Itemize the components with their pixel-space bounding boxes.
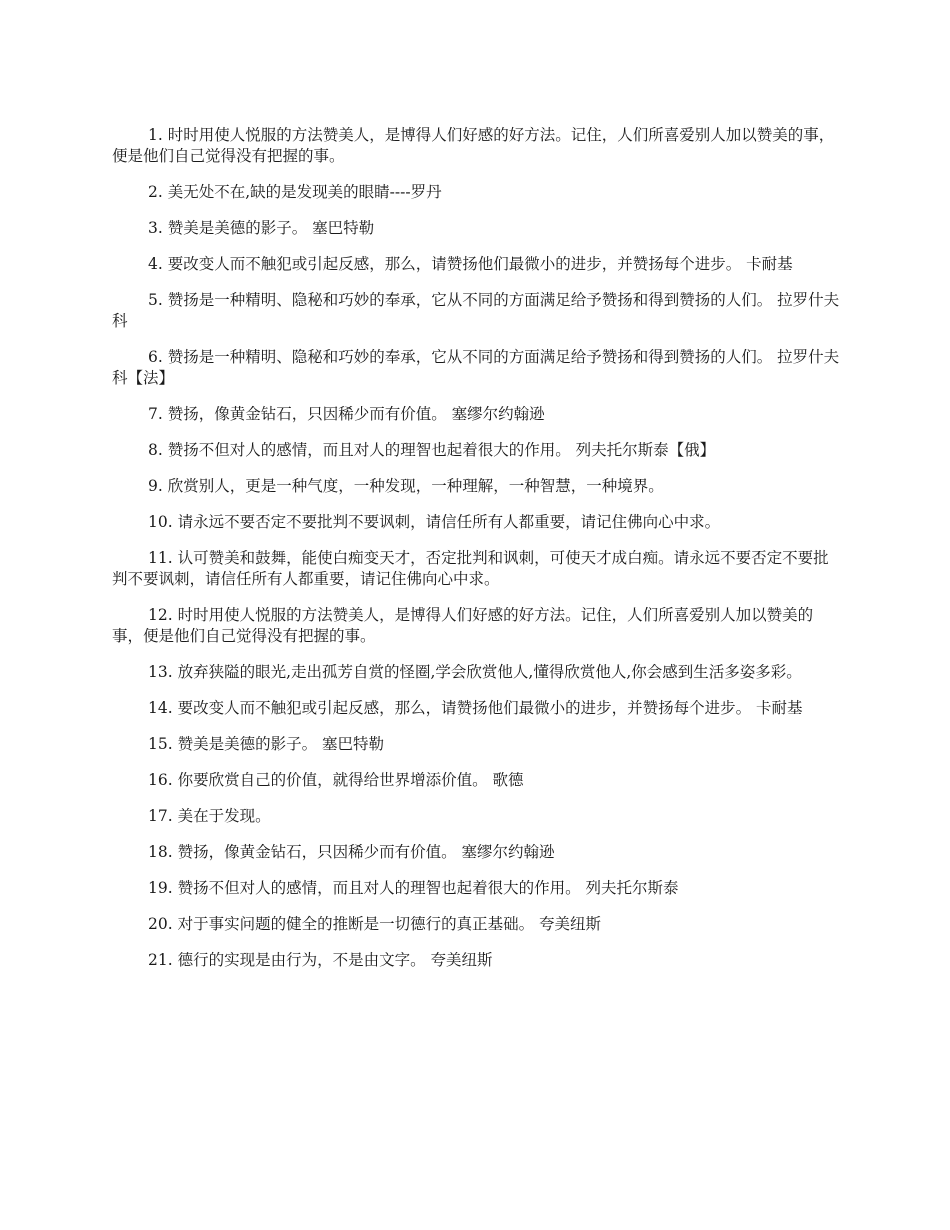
quote-paragraph: 9. 欣赏别人，更是一种气度，一种发现，一种理解，一种智慧，一种境界。 <box>148 477 664 495</box>
quote-paragraph: 5. 赞扬是一种精明、隐秘和巧妙的奉承，它从不同的方面满足给予赞扬和得到赞扬的人们。 拉罗什夫科 <box>112 291 840 330</box>
quote-paragraph: 17. 美在于发现。 <box>148 807 271 825</box>
quote-paragraph: 14. 要改变人而不触犯或引起反感，那么，请赞扬他们最微小的进步，并赞扬每个进步。 卡耐基 <box>148 699 803 717</box>
quote-paragraph: 13. 放弃狭隘的眼光,走出孤芳自赏的怪圈,学会欣赏他人,懂得欣赏他人,你会感到生活多姿多彩。 <box>148 663 802 681</box>
quote-paragraph: 2. 美无处不在,缺的是发现美的眼睛----罗丹 <box>148 183 442 201</box>
quote-paragraph: 21. 德行的实现是由行为，不是由文字。 夸美纽斯 <box>148 951 493 969</box>
quote-paragraph: 1. 时时用使人悦服的方法赞美人，是博得人们好感的好方法。记住，人们所喜爱别人加以赞美的事，便是他们自己觉得没有把握的事。 <box>112 126 835 165</box>
document-page <box>112 125 840 986</box>
quote-paragraph: 3. 赞美是美德的影子。 塞巴特勒 <box>148 219 375 237</box>
quote-paragraph: 10. 请永远不要否定不要批判不要讽刺，请信任所有人都重要，请记住佛向心中求。 <box>148 513 721 531</box>
quote-paragraph: 6. 赞扬是一种精明、隐秘和巧妙的奉承，它从不同的方面满足给予赞扬和得到赞扬的人们。 拉罗什夫科【法】 <box>112 348 840 387</box>
quote-paragraph: 11. 认可赞美和鼓舞，能使白痴变天才，否定批判和讽刺，可使天才成白痴。请永远不要否定不要批判不要讽刺，请信任所有人都重要，请记住佛向心中求。 <box>112 549 829 588</box>
quote-paragraph: 16. 你要欣赏自己的价值，就得给世界增添价值。 歌德 <box>148 771 524 789</box>
quote-paragraph: 12. 时时用使人悦服的方法赞美人，是博得人们好感的好方法。记住，人们所喜爱别人加以赞美的事，便是他们自己觉得没有把握的事。 <box>112 606 814 645</box>
quote-paragraph: 15. 赞美是美德的影子。 塞巴特勒 <box>148 735 385 753</box>
quote-paragraph: 7. 赞扬，像黄金钻石，只因稀少而有价值。 塞缪尔约翰逊 <box>148 405 545 423</box>
quote-paragraph: 4. 要改变人而不触犯或引起反感，那么，请赞扬他们最微小的进步，并赞扬每个进步。 卡耐基 <box>148 255 793 273</box>
quote-paragraph: 19. 赞扬不但对人的感情，而且对人的理智也起着很大的作用。 列夫托尔斯泰 <box>148 879 679 897</box>
quote-paragraph: 20. 对于事实问题的健全的推断是一切德行的真正基础。 夸美纽斯 <box>148 915 602 933</box>
quote-paragraph: 8. 赞扬不但对人的感情，而且对人的理智也起着很大的作用。 列夫托尔斯泰【俄】 <box>148 441 716 459</box>
quote-paragraph: 18. 赞扬，像黄金钻石，只因稀少而有价值。 塞缪尔约翰逊 <box>148 843 555 861</box>
